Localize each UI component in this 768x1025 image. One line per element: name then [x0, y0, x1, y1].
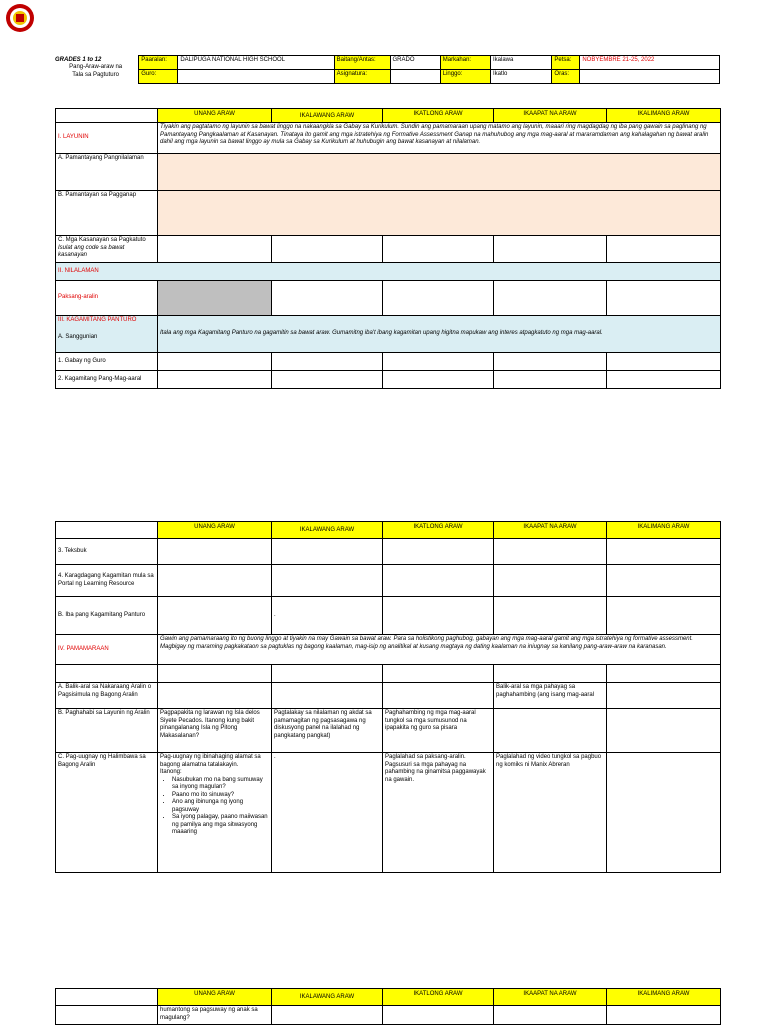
- paaralan-value: DALIPUGA NATIONAL HIGH SCHOOL: [178, 56, 334, 70]
- grade-block: [55, 56, 139, 84]
- pamantayan-sa-pagganap-cell: [158, 191, 721, 236]
- karagdagang-day3: [383, 565, 494, 597]
- question-item-4: • Sa iyong palagay, paano maiiwasan ng pamilya ang mga sitwasyong maaaring: [172, 814, 269, 837]
- pag-uugnay-question-list: [160, 777, 269, 837]
- paghahabi-label: B. Paghahabi sa Layunin ng Aralin: [56, 709, 158, 753]
- kagamitang-mag-aaral-day5: [607, 371, 721, 389]
- grade-line1: GRADES 1 to 12: [55, 56, 102, 63]
- day-header-1: UNANG ARAW: [158, 109, 272, 123]
- gabay-guro-label: 1. Gabay ng Guro: [56, 353, 158, 371]
- balik-aral-day5: [607, 683, 721, 709]
- kasanayan-day2: [272, 236, 383, 263]
- layunin-label: I. LAYUNIN: [56, 123, 158, 154]
- kasanayan-sub: Isulat ang code sa bawat kasanayan: [58, 244, 125, 258]
- teksbuk-label: 3. Teksbuk: [56, 539, 158, 565]
- cont-day1: humantong sa pagsuway ng anak sa magulang?: [158, 1006, 272, 1025]
- iba-pang-day4: [494, 597, 607, 635]
- layunin-text: Tiyakin ang pagtatamo ng layunin sa bawat linggo na nakaangkla sa Gabay sa Kurikulum. Sundin ang pamamaraan upang matamo ang layunin, maaari ring magdagdag ng iba pang gawain sa paglinang ng Pamantayang Pangkaalaman at Kasanayan. Tinataya ito gamit ang mga istratehiya ng Formative Assessment Ganap na mahuhubog ang mga mag-aaral at mararamdaman ang kahalagahan ng bawat aralin dahil ang mga layunin sa bawat linggo ay mula sa Gabay sa Kurikulum at huhubugin ang bawat kasanayan at nilalaman.: [158, 123, 721, 154]
- paksang-aralin-label: Paksang-aralin: [56, 281, 158, 316]
- balik-aral-day2: [272, 683, 383, 709]
- kagamitan-label: III. KAGAMITANG PANTURO: [58, 317, 137, 323]
- petsa-value: NOBYEMBRE 21-25, 2022: [580, 56, 720, 70]
- kagamitang-mag-aaral-day2: [272, 371, 383, 389]
- question-item-3: • Ano ang ibinunga ng iyong pagsuway: [172, 799, 269, 814]
- pag-uugnay-day2: .: [272, 753, 383, 873]
- paksang-aralin-day1: [158, 281, 272, 316]
- pamantayan-sa-pagganap-label: B. Pamantayan sa Pagganap: [56, 191, 158, 236]
- linggo-label: Linggo:: [440, 70, 490, 84]
- spacer-day3: [383, 665, 494, 683]
- gabay-guro-day4: [494, 353, 607, 371]
- iba-pang-day1: [158, 597, 272, 635]
- pamantayang-pangnilalaman-cell: [158, 154, 721, 191]
- linggo-value: Ikatlo: [491, 70, 552, 84]
- baitang-label: Baitang/Antas:: [334, 56, 390, 70]
- question-item-2: • Paano mo ito sinuway?: [172, 792, 269, 800]
- plan-table-1: [55, 108, 721, 389]
- iba-pang-day2: .: [272, 597, 383, 635]
- spacer-day1: [158, 665, 272, 683]
- paaralan-label: Paaralan:: [139, 56, 178, 70]
- karagdagang-day1: [158, 565, 272, 597]
- day-header-2-4: IKAAPAT NA ARAW: [494, 522, 607, 539]
- paghahabi-day5: [607, 709, 721, 753]
- corner-cell: [56, 109, 158, 123]
- asignatura-value: [390, 70, 440, 84]
- gabay-guro-day2: [272, 353, 383, 371]
- day-header-3: IKATLONG ARAW: [383, 109, 494, 123]
- guro-label: Guro:: [139, 70, 178, 84]
- iba-pang-day5: [607, 597, 721, 635]
- day-header-4: IKAAPAT NA ARAW: [494, 109, 607, 123]
- day-header-3-5: IKALIMANG ARAW: [607, 989, 721, 1006]
- cont-day4: [494, 1006, 607, 1025]
- pag-uugnay-day1: [158, 753, 272, 873]
- karagdagang-day2: [272, 565, 383, 597]
- day-header-3-1: UNANG ARAW: [158, 989, 272, 1006]
- day-header-3-4: IKAAPAT NA ARAW: [494, 989, 607, 1006]
- markahan-label: Markahan:: [440, 56, 490, 70]
- teksbuk-day3: [383, 539, 494, 565]
- plan-table-3: [55, 988, 721, 1025]
- balik-aral-day1: [158, 683, 272, 709]
- spacer-day2: [272, 665, 383, 683]
- oras-label: Oras:: [552, 70, 580, 84]
- kasanayan-label: C. Mga Kasanayan sa Pagkatuto: [58, 237, 146, 243]
- cont-day3: [383, 1006, 494, 1025]
- teksbuk-day1: [158, 539, 272, 565]
- day-header-5: IKALIMANG ARAW: [607, 109, 721, 123]
- sanggunian-label: A. Sanggunian: [58, 333, 98, 340]
- grade-line2: Pang-Araw-araw na: [69, 64, 123, 70]
- kagamitang-mag-aaral-label: 2. Kagamitang Pang-Mag-aaral: [56, 371, 158, 389]
- question-item-1: • Nasubukan mo na bang sumuway sa inyong magulan?: [172, 777, 269, 792]
- day-header-2-2: IKALAWANG ARAW: [272, 522, 383, 539]
- paksang-aralin-day3: [383, 281, 494, 316]
- nilalaman-label: II. NILALAMAN: [56, 263, 721, 281]
- paghahabi-day2: Pagtalakay sa nilalaman ng akdat sa pamamagitan ng pagsasagawa ng diskusyong panel na ilalahad ng pangkatang pangkat): [272, 709, 383, 753]
- cont-label: [56, 1006, 158, 1025]
- pamantayang-pangnilalaman-label: A. Pamantayang Pangnilalaman: [56, 154, 158, 191]
- guro-value: [178, 70, 334, 84]
- kagamitang-mag-aaral-day4: [494, 371, 607, 389]
- pag-uugnay-day5: [607, 753, 721, 873]
- kasanayan-day5: [607, 236, 721, 263]
- asignatura-label: Asignatura:: [334, 70, 390, 84]
- kasanayan-day1: [158, 236, 272, 263]
- pamamaraan-text: Gawin ang pamamaraang ito ng buong linggo at tiyakin na may Gawain sa bawat araw. Para sa holistikong paghubog, gabayan ang mga mag-aaral gamit ang mga istratehiya ng formative assessment. Magbigay ng maraming pagkakataon sa pagtuklas ng bagong kaalaman, mag-isip ng analitikal at kusang magtaya ng dating kaalaman na iniugnay sa kanilang pang-araw-araw na karanasan.: [158, 635, 721, 665]
- teksbuk-day2: [272, 539, 383, 565]
- corner-cell-2: [56, 522, 158, 539]
- kasanayan-day4: [494, 236, 607, 263]
- pag-uugnay-label: C. Pag-uugnay ng Halimbawa sa Bagong Aralin: [56, 753, 158, 873]
- kagamitang-mag-aaral-day3: [383, 371, 494, 389]
- gabay-guro-day3: [383, 353, 494, 371]
- teksbuk-day5: [607, 539, 721, 565]
- balik-aral-day4: Balik-aral sa mga pahayag sa paghahambing (ang isang mag-aaral: [494, 683, 607, 709]
- spacer-day5: [607, 665, 721, 683]
- kasanayan-cell: [56, 236, 158, 263]
- pag-uugnay-day3: Paglalahad sa paksang-aralin. Pagsusuri sa mga pahayag na pahambing na ginamitsa paggawayak na gawain.: [383, 753, 494, 873]
- day-header-2-3: IKATLONG ARAW: [383, 522, 494, 539]
- day-header-2-1: UNANG ARAW: [158, 522, 272, 539]
- karagdagang-day4: [494, 565, 607, 597]
- day-header-2-5: IKALIMANG ARAW: [607, 522, 721, 539]
- paksang-aralin-day2: [272, 281, 383, 316]
- school-logo: [4, 3, 36, 33]
- spacer-label: [56, 665, 158, 683]
- paghahabi-day4: [494, 709, 607, 753]
- header-table: [55, 55, 720, 84]
- petsa-label: Petsa:: [552, 56, 580, 70]
- day-header-3-2: IKALAWANG ARAW: [272, 989, 383, 1006]
- day-header-2: IKALAWANG ARAW: [272, 109, 383, 123]
- paghahabi-day1: Pagpapakita ng larawan ng Isla delos Siyete Pecados. Itanong kung bakit pinangalanang Isla ng Pitong Makasalanan?: [158, 709, 272, 753]
- spacer-day4: [494, 665, 607, 683]
- day-header-3-3: IKATLONG ARAW: [383, 989, 494, 1006]
- pamamaraan-label: IV. PAMAMARAAN: [56, 635, 158, 665]
- kagamitang-mag-aaral-day1: [158, 371, 272, 389]
- paksang-aralin-day5: [607, 281, 721, 316]
- paksang-aralin-day4: [494, 281, 607, 316]
- oras-value: [580, 70, 720, 84]
- balik-aral-label: A. Balik-aral sa Nakaraang Aralin o Pagsisimula ng Bagong Aralin: [56, 683, 158, 709]
- pag-uugnay-day1-intro: Pag-uugnay ng ibinahaging alamat sa bagong alamatna tatalakayin.: [160, 754, 261, 768]
- iba-pang-day3: [383, 597, 494, 635]
- gabay-guro-day1: [158, 353, 272, 371]
- pag-uugnay-day1-itanong: Itanong:: [160, 769, 182, 775]
- teksbuk-day4: [494, 539, 607, 565]
- cont-day5: [607, 1006, 721, 1025]
- corner-cell-3: [56, 989, 158, 1006]
- baitang-value: GRADO: [390, 56, 440, 70]
- markahan-value: Ikalawa: [491, 56, 552, 70]
- pag-uugnay-day4: Paglalahad ng video tungkol sa pagbuo ng komiks ni Manix Abreran: [494, 753, 607, 873]
- plan-table-2: [55, 521, 721, 873]
- gabay-guro-day5: [607, 353, 721, 371]
- karagdagang-label: 4. Karagdagang Kagamitan mula sa Portal ng Learning Resource: [56, 565, 158, 597]
- kasanayan-day3: [383, 236, 494, 263]
- kagamitan-cell: [56, 316, 158, 353]
- iba-pang-label: B. Iba pang Kagamitang Panturo: [56, 597, 158, 635]
- balik-aral-day3: [383, 683, 494, 709]
- cont-day2: [272, 1006, 383, 1025]
- grade-line3: Tala sa Pagtuturo: [72, 71, 119, 78]
- kagamitan-text: Itala ang mga Kagamitang Panturo na gagamitin sa bawat araw. Gumamitng iba't ibang kagamitan upang higitna mapukaw ang interes atpagkatuto ng mga mag-aaral.: [158, 316, 721, 353]
- paghahabi-day3: Paghahambing ng mga mag-aaral tungkol sa mga sumusunod na ipapakita ng guro sa pisara: [383, 709, 494, 753]
- karagdagang-day5: [607, 565, 721, 597]
